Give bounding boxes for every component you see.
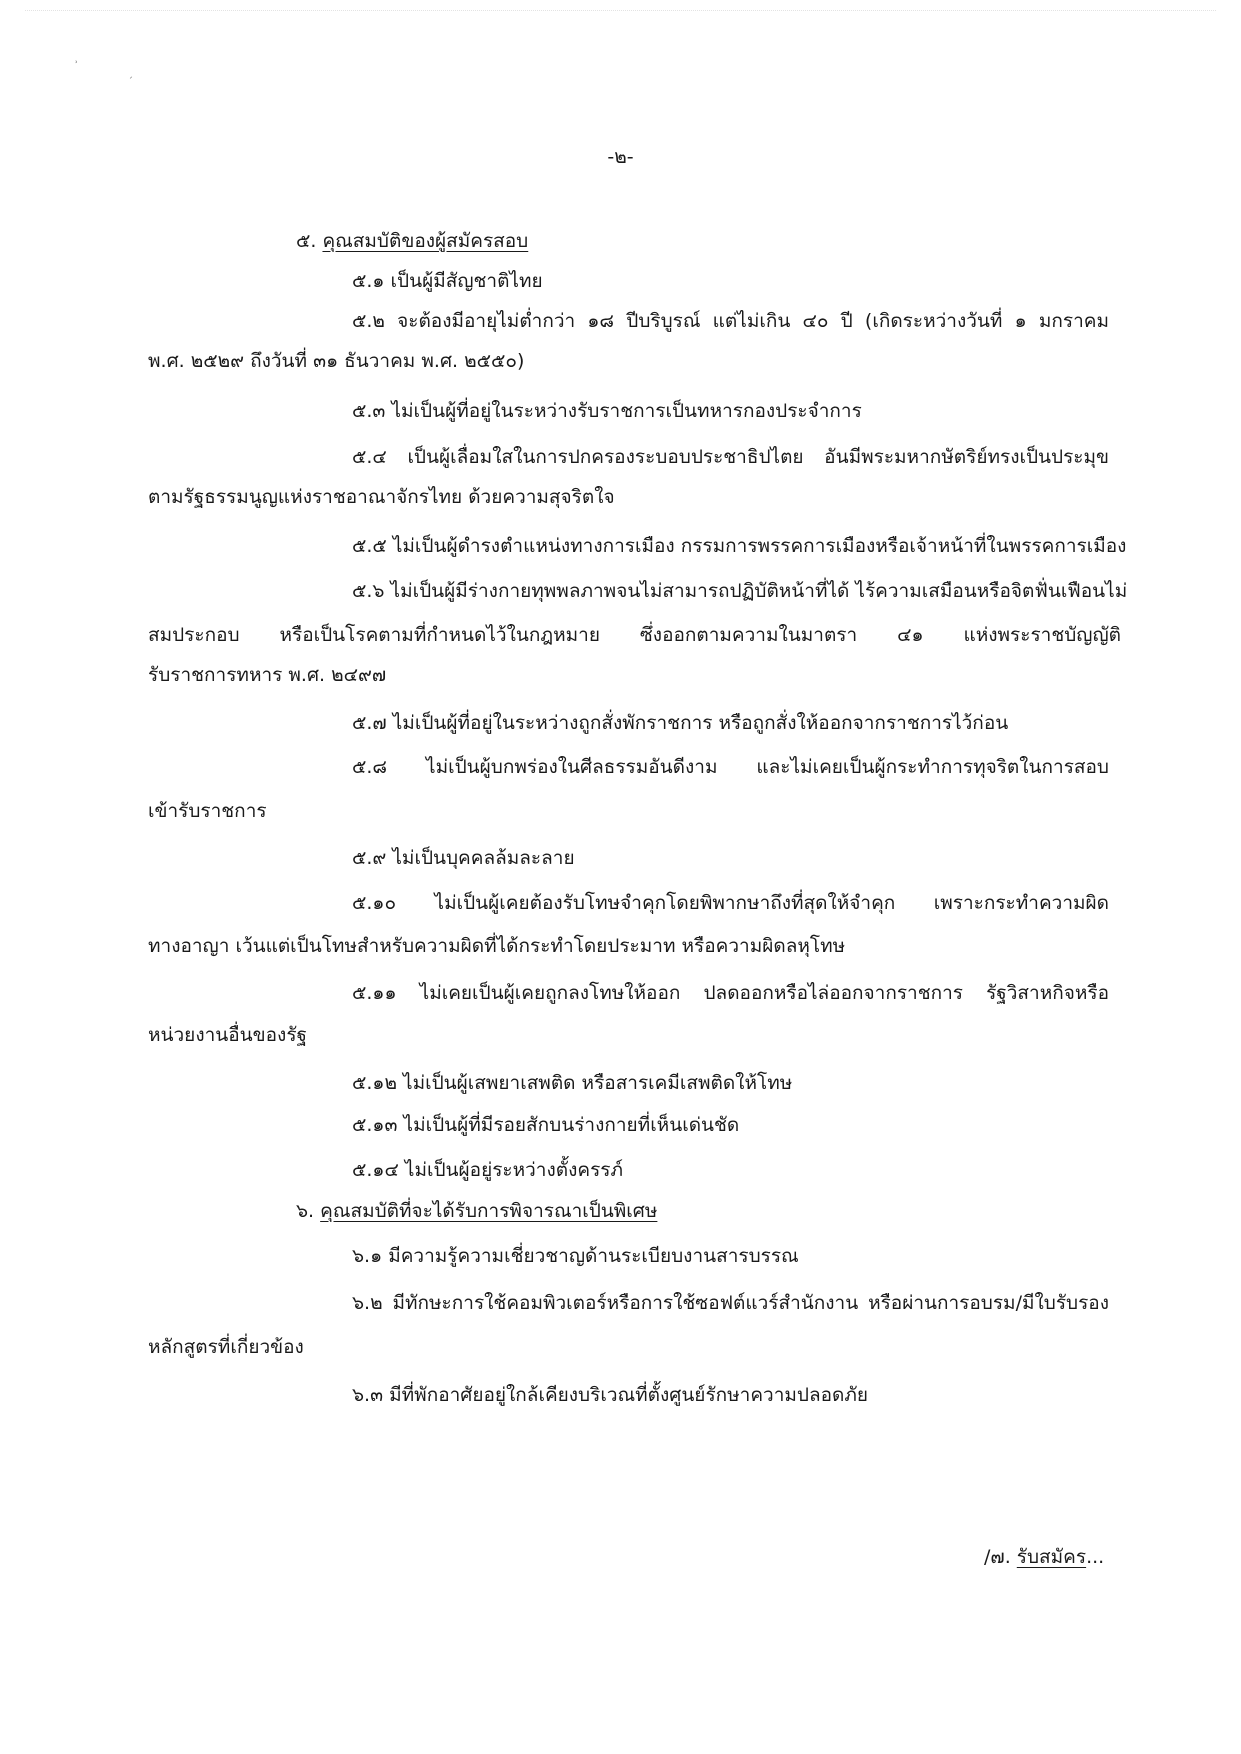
item-5-2-line-1: ๕.๒ จะต้องมีอายุไม่ต่ำกว่า ๑๘ ปีบริบูรณ์ แต่ไม่เกิน ๔๐ ปี (เกิดระหว่างวันที่ ๑ มกราคม <box>352 310 1109 332</box>
item-5-14: ๕.๑๔ ไม่เป็นผู้อยู่ระหว่างตั้งครรภ์ <box>352 1159 624 1181</box>
section-5-number: ๕. <box>296 230 317 252</box>
item-5-6-line-3: รับราชการทหาร พ.ศ. ๒๔๙๗ <box>148 664 387 686</box>
item-5-7: ๕.๗ ไม่เป็นผู้ที่อยู่ในระหว่างถูกสั่งพักราชการ หรือถูกสั่งให้ออกจากราชการไว้ก่อน <box>352 712 1009 734</box>
continuation-suffix: ... <box>1086 1546 1105 1568</box>
item-5-10-line-1: ๕.๑๐ ไม่เป็นผู้เคยต้องรับโทษจำคุกโดยพิพากษาถึงที่สุดให้จำคุก เพราะกระทำความผิด <box>352 892 1109 914</box>
item-5-11-line-2: หน่วยงานอื่นของรัฐ <box>148 1024 308 1046</box>
item-5-11-line-1: ๕.๑๑ ไม่เคยเป็นผู้เคยถูกลงโทษให้ออก ปลดออกหรือไล่ออกจากราชการ รัฐวิสาหกิจหรือ <box>352 982 1109 1004</box>
item-6-1: ๖.๑ มีความรู้ความเชี่ยวชาญด้านระเบียบงานสารบรรณ <box>352 1245 799 1267</box>
item-5-3: ๕.๓ ไม่เป็นผู้ที่อยู่ในระหว่างรับราชการเป็นทหารกองประจำการ <box>352 400 862 422</box>
item-5-2-line-2: พ.ศ. ๒๕๒๙ ถึงวันที่ ๓๑ ธันวาคม พ.ศ. ๒๕๕๐) <box>148 350 525 372</box>
item-5-13: ๕.๑๓ ไม่เป็นผู้ที่มีรอยสักบนร่างกายที่เห็นเด่นชัด <box>352 1114 740 1136</box>
item-5-8-line-1: ๕.๘ ไม่เป็นผู้บกพร่องในศีลธรรมอันดีงาม และไม่เคยเป็นผู้กระทำการทุจริตในการสอบ <box>352 756 1109 778</box>
item-6-3: ๖.๓ มีที่พักอาศัยอยู่ใกล้เคียงบริเวณที่ตั้งศูนย์รักษาความปลอดภัย <box>352 1384 869 1406</box>
item-5-12: ๕.๑๒ ไม่เป็นผู้เสพยาเสพติด หรือสารเคมีเสพติดให้โทษ <box>352 1072 793 1094</box>
item-5-6-line-1: ๕.๖ ไม่เป็นผู้มีร่างกายทุพพลภาพจนไม่สามารถปฏิบัติหน้าที่ได้ ไร้ความเสมือนหรือจิตฟั่นเฟือนไม่ <box>352 580 1128 602</box>
section-6-title: คุณสมบัติที่จะได้รับการพิจารณาเป็นพิเศษ <box>320 1200 658 1222</box>
item-6-2-line-2: หลักสูตรที่เกี่ยวข้อง <box>148 1336 304 1358</box>
item-5-4-line-1: ๕.๔ เป็นผู้เลื่อมใสในการปกครองระบอบประชาธิปไตย อันมีพระมหากษัตริย์ทรงเป็นประมุข <box>352 446 1109 468</box>
item-5-9: ๕.๙ ไม่เป็นบุคคลล้มละลาย <box>352 847 575 869</box>
scan-speck: ˏ <box>128 68 133 79</box>
scan-header-artifact <box>25 10 1216 17</box>
continuation-marker <box>984 1542 1104 1572</box>
continuation-label: รับสมัคร <box>1016 1546 1087 1568</box>
section-5-title: คุณสมบัติของผู้สมัครสอบ <box>322 230 529 252</box>
item-6-2-line-1: ๖.๒ มีทักษะการใช้คอมพิวเตอร์หรือการใช้ซอฟต์แวร์สำนักงาน หรือผ่านการอบรม/มีใบรับรอง <box>352 1292 1109 1314</box>
item-5-10-line-2: ทางอาญา เว้นแต่เป็นโทษสำหรับความผิดที่ได้กระทำโดยประมาท หรือความผิดลหุโทษ <box>148 935 846 957</box>
section-6-number: ๖. <box>296 1200 315 1222</box>
item-5-8-line-2: เข้ารับราชการ <box>148 800 267 822</box>
item-5-6-line-2: สมประกอบ หรือเป็นโรคตามที่กำหนดไว้ในกฎหมาย ซึ่งออกตามความในมาตรา ๔๑ แห่งพระราชบัญญัติ <box>148 624 1121 646</box>
item-5-5: ๕.๕ ไม่เป็นผู้ดำรงตำแหน่งทางการเมือง กรรมการพรรคการเมืองหรือเจ้าหน้าที่ในพรรคการเมือง <box>352 535 1127 557</box>
section-6-heading <box>296 1198 657 1224</box>
continuation-prefix: /๗. <box>984 1546 1011 1568</box>
page-number: -๒- <box>607 146 634 168</box>
item-5-1: ๕.๑ เป็นผู้มีสัญชาติไทย <box>352 270 543 292</box>
section-5-heading <box>296 228 528 254</box>
scan-speck: ʾ <box>75 60 79 71</box>
item-5-4-line-2: ตามรัฐธรรมนูญแห่งราชอาณาจักรไทย ด้วยความสุจริตใจ <box>148 486 615 508</box>
